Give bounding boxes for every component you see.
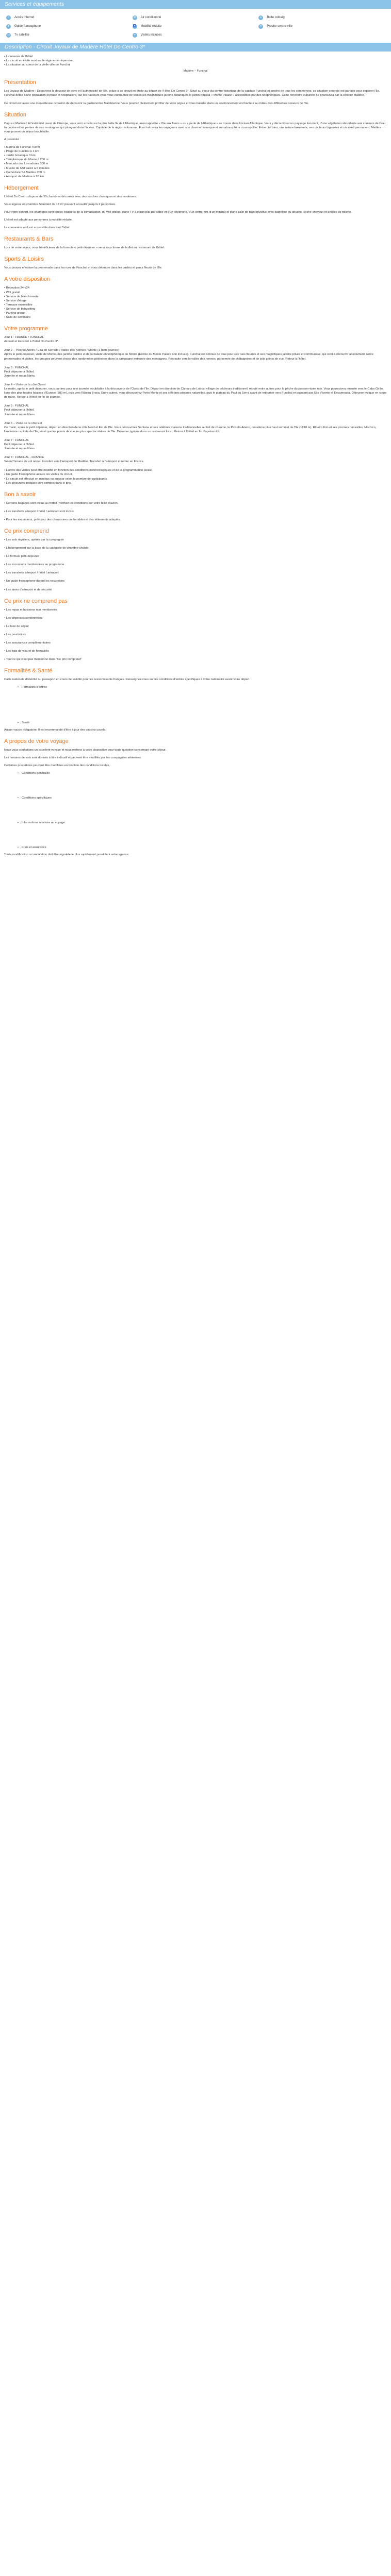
list-item: • L'ordre des visites peut être modifié en fonction des conditions météorologiques et de la programmation locale. [4,469,153,472]
tv-icon: ▭ [7,33,10,37]
section-title: Votre programme [4,326,48,332]
list-item: • Formalités d'entrée [17,686,47,689]
day-body: Après le petit-déjeuner, visite de Monte, des jardins publics et de la balade en téléphérique de Monte (Entrée du Monte Palace non incluse). Funchal est connue de tous pour ses rues fleuries et ses magnifiques jardins privés et communaux, qui sont à découvrir absolument. Entre promenades et visites, les groupes peuvent choisir des randonnées pédestres dans la campagne entourée des montagnes. Poursuite vers la vallée des nonnes, parsemée de châtaigniers et de jolis points de vue. Retour à l'hôtel. [4,353,374,361]
included-list [4,538,387,592]
program-day [4,366,387,378]
list-item: • Les transferts aéroport / hôtel / aéroport [4,571,59,575]
paragraph: Vous pouvez effectuer la promenade dans les rues de Funchal et vous détendre dans les jardins et parcs fleuris de l'île. [4,266,162,270]
list-item: • Mercado dos Lavradores 300 m [4,162,48,166]
day-body: Ce matin, après le petit déjeuner, départ en direction de la côte Nord et Est de l'île. Vous découvrirez Santana et ses célèbres maisons traditionnelles au toit de chaume, le Pico do Arieiro, deuxième plus haut sommet de l'île (1818 m), Ribeiro Frio et ses piscines naturelles, Machico, l'ancienne capitale de l'île, ainsi que les points de vue les plus spectaculaires de l'île. Déjeuner typique dans un restaurant local. Retour à l'hôtel en fin d'après-midi. [4,426,377,433]
list-item: • Téléphérique du Monte à 200 m [4,158,48,162]
amenity-label: Accès Internet [14,16,35,20]
paragraph: Certaines prestations peuvent être modifiées en fonction des conditions locales. [4,764,110,767]
list-item: • L'hébergement sur la base de la catégorie de chambre choisie [4,547,89,550]
list-item: • Parking gratuit [4,312,26,315]
program-day [4,383,387,399]
day-body: Selon l'horaire de vol retour, transfert vers l'aéroport de Madère. Transfert à l'aéroport et retour en France. [4,460,144,464]
paragraph: Lors de votre séjour, vous bénéficierez de la formule « petit-déjeuner » servi sous forme de buffet au restaurant de l'hôtel. [4,246,165,250]
about-list [9,771,387,850]
paragraph: Cap sur Madère ! A l'extrémité ouest de l'Europe, vous voici arrivés sur la plus belle île de l'Atlantique, aussi appelée « l'Ile aux fleurs » ou « perle de l'Atlantique » se trouve dans l'océan Atlantique. Vous y découvrirez un paysage luxuriant, d'une végétation abondante aux couleurs de l'eau turquoise et les pentes de ses montagnes qui plongent dans l'océan. Capitale de la région autonome, Funchal ravira les voyageurs avec son charme historique et son atmosphère cosmopolite. Entre ciel bleu, une nature luxuriante, ses couleurs bigarrées et un soleil permanent, Madère vous promet un séjour inoubliable. [4,122,386,133]
list-item: • La réserve de l'hôtel [4,55,33,58]
amenity-label: Tv satellite [14,33,29,37]
paragraph: Pour votre confort, les chambres sont toutes équipées de la climatisation, du Wifi gratuit, d'une TV à écran plat par câble et d'un téléphone, d'un coffre-fort, d'un minibar et d'une salle de bain privative avec baignoire ou douche, sèche-cheveux et articles de toilette. [4,210,352,214]
glass-icon: ♦ [258,15,263,20]
list-item: • Les frais de visa et de formalités [4,650,49,653]
program-day [4,335,387,344]
list-item: • Un guide francophone durant les excursions [4,580,65,583]
list-item: • Les pourboires [4,633,26,636]
paragraph: Toute modification ou annulation doit être signalée le plus rapidement possible à votre agence. [4,853,129,857]
program-day [4,438,387,451]
formalities-list [9,685,387,724]
list-item: • Service de blanchisserie [4,295,39,298]
proximity-list [4,145,387,179]
list-item: • La situation au coeur de la vielle ville de Funchal [4,63,71,67]
amenity-item [133,15,259,21]
day-title: Jour 4 – Visite de la côte Ouest [4,383,46,386]
amenity-label: Proche centre-ville [267,25,293,28]
paragraph: Les horaires de vols sont donnés à titre indicatif et peuvent être modifiés par les compagnies aériennes. [4,756,142,759]
paragraph: Vous logerez en chambre Standard de 17 m² pouvant accueillir jusqu'à 2 personnes. [4,202,116,206]
amenity-label: Boite coktaig [267,16,285,20]
day-body: Petit déjeuner à l'hôtel. Journée et repas libres. [4,443,36,451]
list-item: • Wifi gratuit [4,291,21,294]
list-item: • Les vols réguliers, opérés par la compagnie [4,538,64,541]
amenities-grid [0,9,391,43]
paragraph: Aucun vaccin obligatoire. Il est recommandé d'être à jour des vaccins usuels. [4,728,106,732]
list-item: • Les repas et boissons non mentionnés [4,608,57,612]
amenity-item [6,24,133,29]
list-item: • Les taxes d'aéroport et de sécurité [4,588,52,591]
section-title: A votre disposition [4,276,51,283]
list-item: • Un guide francophone assure les visites du circuit. [4,473,73,477]
paragraph: La connexion wi-fi est accessible dans tout l'hôtel. [4,226,71,230]
list-item: • Les excursions mentionnées au programme [4,563,64,567]
day-body: Petit déjeuner à l'hôtel. Journée et repas libres. [4,370,36,378]
day-title: Jour 8 : FUNCHAL - FRANCE [4,456,44,460]
snowflake-icon: ❄ [133,15,137,20]
section-title: Bon à savoir [4,491,36,498]
not-included-list [4,608,387,662]
group-icon: ● [6,24,11,29]
amenity-item [258,24,385,29]
paragraph: L'hôtel est adapté aux personnes à mobilité réduite. [4,218,73,222]
section-title: Formalités & Santé [4,668,53,674]
list-item: • Le circuit en étoile sont sur le régime demi-pension. [4,59,75,63]
list-item: • Les déjeuners indiqués sont compris dans le prix. [4,481,72,485]
fiche-place: Madère – Funchal [183,70,208,73]
program-day [4,404,387,416]
day-title: Jour 2 – Pico do Arieiro / Eira do Serrado / Vallée des Nonnes / Monte (1 demi journée) [4,349,120,352]
list-item: • Service de babysitting [4,307,36,311]
amenity-item [133,24,259,29]
list-item: • Les dépenses personnelles [4,616,43,620]
paragraph: Carte nationale d'identité ou passeport en cours de validité pour les ressortissants français. Renseignez-vous sur les conditions d'entrée spécifiques à votre nationalité avant votre départ. [4,678,250,682]
section-title: Situation [4,111,26,118]
list-item: • Terrasse ensoleillée [4,303,32,307]
list-item: • Frais et assurance [17,846,46,850]
check-icon: ✓ [6,15,11,20]
day-title: Jour 6 – Visite de la côte Est [4,421,42,425]
list-item: • Certains bagages sont inclus au forfait : vérifiez les conditions sur votre billet d'avion. [4,501,119,505]
list-item: • Salle de séminaire [4,316,31,319]
amenity-item [6,15,133,21]
services-banner: Services et équipements [0,0,391,9]
paragraph: Ce circuit est aussi une merveilleuse occasion de découvrir la gastronomie Madérienne. Vous pourrez pleinement profiter de votre séjour et vous balader dans un environnement enchanteur au milieu des différentes saveurs de l'île. [4,101,309,105]
program-notes [4,468,387,485]
amenity-label: Guide francophone [14,25,41,28]
list-item: • Informations relatives au voyage [17,821,65,825]
section-title: Restaurants & Bars [4,236,54,243]
list-item: • Conditions générales [17,771,50,775]
section-title: Ce prix ne comprend pas [4,598,68,604]
description-banner: Description - Circuit Joyaux de Madère Hôtel Do Centro 3* [0,43,391,52]
day-title: Jour 5 : FUNCHAL [4,404,29,408]
list-item: • La formule petit-déjeuner [4,555,40,558]
section-title: A propos de votre voyage [4,738,69,744]
day-body: Accueil et transfert à l'hôtel Do Centro 3*. [4,340,59,344]
plane-icon: ✈ [258,24,263,29]
section-title: Sports & Loisirs [4,256,44,263]
amenity-label: Visites incluses [140,33,162,37]
list-item: • Musée de l'Art sacré à 5 minutes [4,166,50,170]
section-title: Hébergement [4,184,39,191]
wheelchair-icon: ♿ [133,25,137,28]
list-item: • Tout ce qui n'est pas mentionné dans "Ce prix comprend" [4,658,82,662]
map-icon: ⌖ [133,33,137,38]
program-day [4,348,387,361]
list-item: • Le circuit est effectué en minibus ou autocar selon le nombre de participants. [4,477,108,481]
program-day [4,455,387,464]
program-day [4,421,387,434]
paragraph: Les Joyaux de Madère : Découvrez la douceur de vivre et l'authenticité de l'île, grâce à ce circuit en étoile au départ de l'Hôtel Do Centro 3*. Situé au coeur du centre historique de la capitale Funchal et proche de tous les commerces, sa situation centrale est parfaite pour explorer l'île. Funchal dotée d'une population joyeuse et hospitalière, sur les hauteurs vous vous connaîtrez de visites les magnifiques jardins botaniques le jardin tropical « Monte Palace » accessibles par des téléphériques. Cette rencontre culturelle se poursuivra par la célèbre Madère. [4,90,380,97]
amenity-item [6,32,133,38]
paragraph: A proximité : [4,138,21,141]
list-item: • Marina de Funchal 700 m [4,146,40,149]
list-item: • Santé [17,721,30,724]
list-item: • Cathédrale Sé Madère 200 m [4,171,45,174]
list-item: • Aéroport de Madère à 20 km [4,175,44,178]
list-item: • Plage de Funchal à 1 km [4,150,39,154]
day-title: Jour 1 : FRANCE / FUNCHAL [4,336,44,340]
amenities-list [4,286,387,319]
day-body: Petit déjeuner à l'hôtel. Journée et repas libres. [4,409,36,416]
tips-list [4,501,387,522]
list-item: • Conditions spécifiques [17,796,52,800]
amenity-item [133,32,259,38]
list-item: • Les transferts aéroport / hôtel / aéroport sont inclus. [4,510,75,513]
day-title: Jour 7 : FUNCHAL [4,438,29,442]
fiche-list [4,55,387,67]
paragraph: Nous vous souhaitons un excellent voyage et nous restons à votre disposition pour toute question concernant votre séjour. [4,748,167,752]
list-item: • Pour les excursions, prévoyez des chaussures confortables et des vêtements adaptés. [4,518,121,521]
day-title: Jour 3 : FUNCHAL [4,366,29,369]
list-item: • La taxe de séjour [4,624,29,628]
paragraph: L'hôtel Do Centro dispose de 50 chambres décorées avec des touches classiques et des modernes. [4,195,137,198]
day-body: Le matin, après le petit déjeuner, vous partirez pour une journée inoubliable à la découverte de l'Ouest de l'île. Départ en direction de Câmara de Lobos, village de pêcheurs traditionnel, réputé entre autres pour la pêche du poisson-épée noir. Vous poursuivrez ensuite vers le Cabo Girão, l'une des plus hautes falaises d'Europe (580 m), puis vers Ribeira Brava. Entre autres, vous découvrirez Porto Moniz et ses célèbres piscines naturelles, puis le plateau du Paul da Serra avant de retourner vers Funchal en passant par São Vicente et Encumeada. Déjeuner typique en cours de route. Retour à l'hôtel en fin de journée. [4,387,387,399]
section-title: Présentation [4,79,36,86]
amenity-item [258,15,385,21]
amenity-label: Mobilité réduite [140,25,162,28]
list-item: • Service d'étage [4,299,27,302]
list-item: • Jardin botanique 3 km [4,154,36,158]
amenity-label: Air conditionné [140,16,161,20]
section-title: Ce prix comprend [4,528,49,534]
list-item: • Les assurances complémentaires [4,641,51,645]
list-item: • Réception 24h/24 [4,286,30,290]
description-content [0,52,391,857]
